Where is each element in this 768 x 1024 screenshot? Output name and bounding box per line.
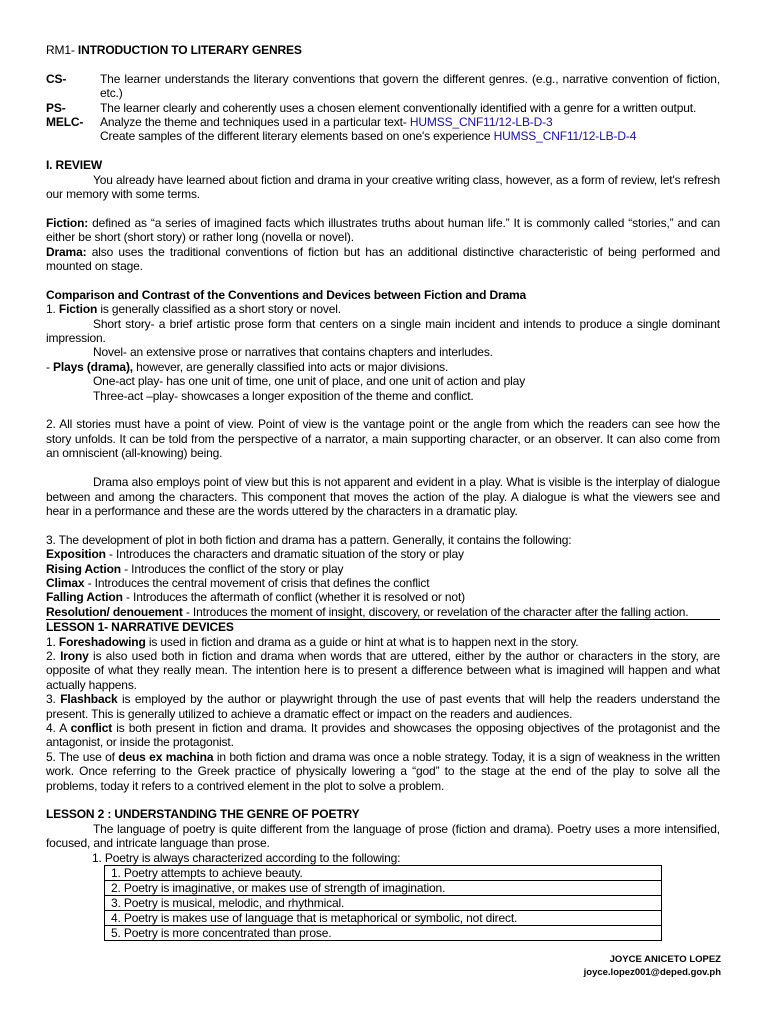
poetry-list-intro: 1. Poetry is always characterized according to the following:	[92, 850, 401, 865]
one-act-def: One-act play- has one unit of time, one unit of place, and one unit of action and play	[93, 374, 526, 389]
content-standard: CS- The learner understands the literary conventions that govern the different genres. (e.g., narrative convention of fiction, etc.)	[46, 71, 720, 101]
three-act-def: Three-act –play- showcases a longer exposition of the theme and conflict.	[93, 388, 474, 403]
short-story-def: Short story- a brief artistic prose form that centers on a single main incident and intends to produce a single dominant impression.	[46, 316, 720, 346]
plays-classification: - Plays (drama), however, are generally classified into acts or major divisions.	[46, 359, 449, 374]
fiction-definition: Fiction: defined as “a series of imagined facts which illustrates truths about human life.” It is commonly called “stories,” and can either be short (short story) or rather long (novella or novel).	[46, 215, 720, 245]
plot-item: Falling Action - Introduces the aftermath of conflict (whether it is resolved or not)	[46, 590, 465, 605]
drama-pov-paragraph: Drama also employs point of view but this is not apparent and evident in a play. What is visible is the interplay of dialogue between and among the characters. This component that moves the action of the play. A dialogue is what the viewers see and hear in a performance and these are the words uttered by the characters in a dramatic play.	[46, 475, 720, 518]
performance-standard: PS- The learner clearly and coherently uses a chosen element conventionally identified with a genre for a written output.	[46, 100, 697, 115]
plot-intro: 3. The development of plot in both fiction and drama has a pattern. Generally, it contains the following:	[46, 532, 572, 547]
plot-item: Climax - Introduces the central movement of crisis that defines the conflict	[46, 575, 430, 590]
plot-item: Exposition - Introduces the characters and dramatic situation of the story or play	[46, 547, 464, 562]
melc-code-link-1[interactable]: HUMSS_CNF11/12-LB-D-3	[409, 115, 553, 130]
comparison-heading: Comparison and Contrast of the Conventions and Devices between Fiction and Drama	[46, 287, 527, 302]
point-of-view-paragraph: 2. All stories must have a point of view. Point of view is the vantage point or the angle from which the readers can see how the story unfolds. It can be told from the perspective of a narrator, a main supporting character, or an observer. It can also come from an omniscient (all-knowing) being.	[46, 417, 720, 461]
poetry-intro: The language of poetry is quite different from the language of prose (fiction and drama). Poetry uses a more intensified, focused, and intricate language than prose.	[46, 821, 720, 851]
author-footer	[584, 953, 721, 979]
lesson2-heading: LESSON 2 : UNDERSTANDING THE GENRE OF POETRY	[46, 807, 360, 822]
lesson1-heading: LESSON 1- NARRATIVE DEVICES	[46, 620, 234, 635]
author-email[interactable]: joyce.lopez001@deped.gov.ph	[583, 967, 721, 978]
author-name: JOYCE ANICETO LOPEZ	[609, 954, 721, 965]
plot-item: Resolution/ denouement - Introduces the moment of insight, discovery, or revelation of the character after the falling action.	[46, 605, 720, 620]
table-row: 5. Poetry is more concentrated than prose.	[105, 926, 662, 941]
table-row: 1. Poetry attempts to achieve beauty.	[105, 866, 662, 881]
table-row: 3. Poetry is musical, melodic, and rhythmical.	[105, 896, 662, 911]
plot-item: Rising Action - Introduces the conflict of the story or play	[46, 561, 344, 576]
device-item: 1. Foreshadowing is used in fiction and drama as a guide or hint at what is to happen next in the story.	[46, 634, 579, 649]
table-row: 4. Poetry is makes use of language that is metaphorical or symbolic, not direct.	[105, 911, 662, 926]
fiction-classification: 1. Fiction is generally classified as a short story or novel.	[46, 302, 341, 317]
melc-standard: MELC- Analyze the theme and techniques used in a particular text- HUMSS_CNF11/12-LB-D-3 Create samples of the different literary elements based on one's experience HUMSS_CNF11/12-LB-D-4	[46, 115, 637, 144]
review-intro: You already have learned about fiction and drama in your creative writing class, however, as a form of review, let's refresh our memory with some terms.	[46, 172, 720, 202]
device-item: 2. Irony is also used both in fiction and drama when words that are uttered, either by the author or characters in the story, are opposite of what they really mean. The intention here is to present a difference between what is imagined will happen and what actually happens.	[46, 648, 720, 692]
poetry-characteristics-table	[104, 865, 662, 941]
device-item: 5. The use of deus ex machina in both fiction and drama was once a noble strategy. Today, it is a sign of weakness in the written work. Once referring to the Greek practice of physically lowering a “god” to the stage at the end of the play to solve all the problems, today it refers to a contrived element in the plot to solve a problem.	[46, 749, 720, 793]
novel-def: Novel- an extensive prose or narratives that contains chapters and interludes.	[93, 345, 493, 360]
document-page	[46, 43, 720, 941]
melc-code-link-2[interactable]: HUMSS_CNF11/12-LB-D-4	[493, 129, 637, 144]
document-title: RM1- INTRODUCTION TO LITERARY GENRES	[46, 43, 302, 57]
drama-definition: Drama: also uses the traditional conventions of fiction but has an additional distinctive characteristic of being performed and mounted on stage.	[46, 244, 720, 274]
review-heading: I. REVIEW	[46, 158, 102, 173]
table-row: 2. Poetry is imaginative, or makes use of strength of imagination.	[105, 881, 662, 896]
device-item: 3. Flashback is employed by the author or playwright through the use of past events that will help the readers understand the present. This is generally utilized to achieve a dramatic effect or impact on the readers and audiences.	[46, 692, 720, 721]
device-item: 4. A conflict is both present in fiction and drama. It provides and showcases the opposing objectives of the protagonist and the antagonist, or inside the protagonist.	[46, 720, 720, 750]
